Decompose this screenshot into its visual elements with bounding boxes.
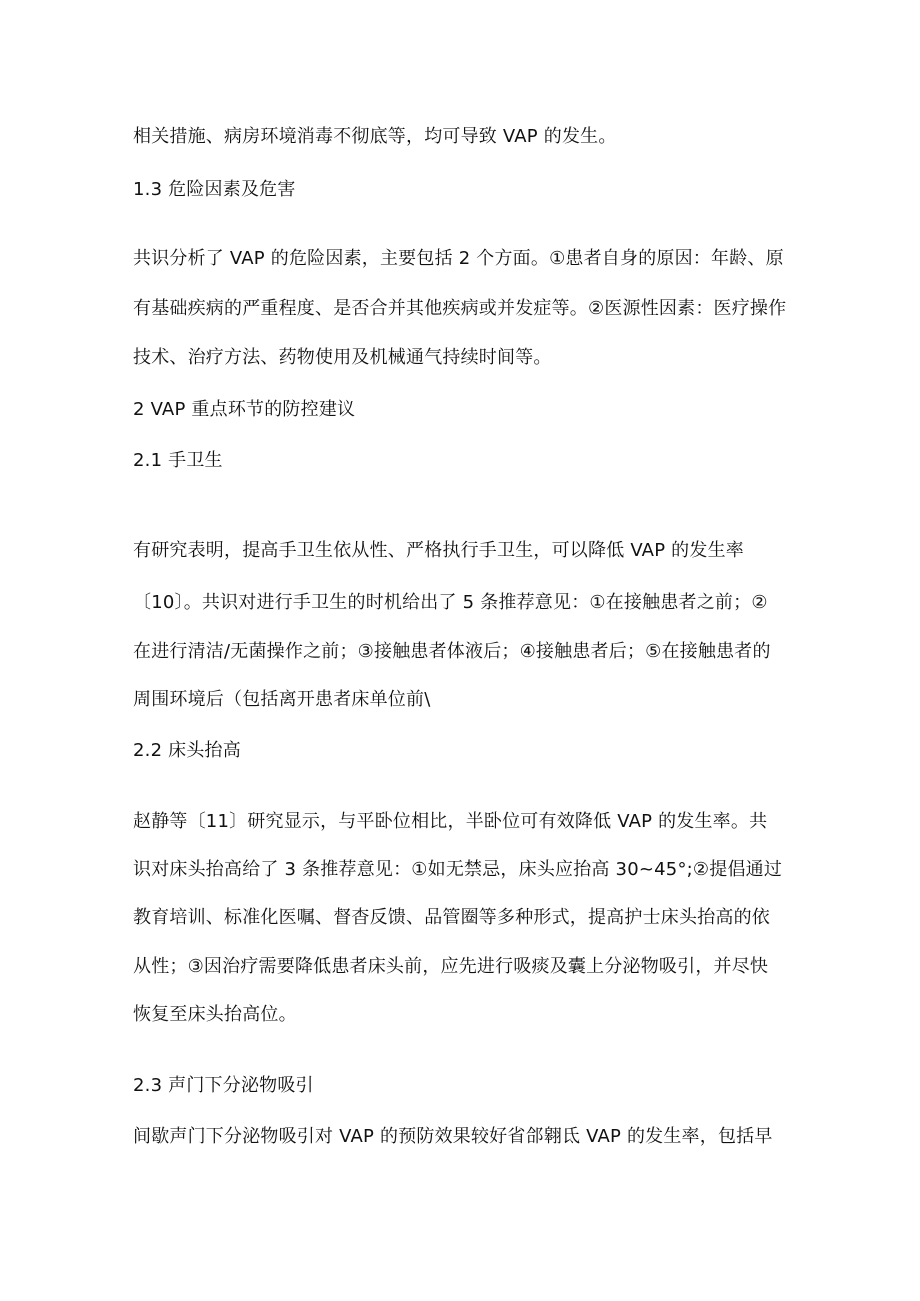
section-heading-1-3: 1.3 危险因素及危害: [133, 179, 296, 200]
text-line: 间歇声门下分泌物吸引对 VAP 的预防效果较好省郃翱氐 VAP 的发生率，包括早: [133, 1126, 773, 1147]
text-line: 技术、治疗方法、药物使用及机械通气持续时间等。: [133, 347, 552, 368]
section-heading-2-2: 2.2 床头抬高: [133, 740, 241, 761]
text-line: 恢复至床头抬高位。: [133, 1004, 297, 1025]
section-heading-2: 2 VAP 重点环节的防控建议: [133, 399, 356, 420]
text-line: 识对床头抬高给了 3 条推荐意见：①如无禁忌，床头应抬高 30~45°;②提倡通过: [133, 859, 783, 880]
text-line: 相关措施、病房环境消毒不彻底等，均可导致 VAP 的发生。: [133, 126, 617, 147]
text-line: 〔10〕。共识对进行手卫生的时机给出了 5 条推荐意见：①在接触患者之前；②: [133, 592, 768, 613]
text-line: 有研究表明，提高手卫生依从性、严格执行手卫生，可以降低 VAP 的发生率: [133, 540, 744, 561]
text-line: 教育培训、标准化医嘱、督杳反馈、品管圈等多种形式，提高护士床头抬高的依: [133, 907, 770, 928]
section-heading-2-3: 2.3 声门下分泌物吸引: [133, 1075, 314, 1096]
text-line: 共识分析了 VAP 的危险因素，主要包括 2 个方面。①患者自身的原因：年龄、原: [133, 248, 784, 269]
text-line: 赵静等〔11〕研究显示，与平卧位相比，半卧位可有效降低 VAP 的发生率。共: [133, 811, 768, 832]
text-line: 周围环境后（包括离开患者床单位前\: [133, 689, 431, 710]
section-heading-2-1: 2.1 手卫生: [133, 450, 223, 471]
text-line: 在进行清洁/无菌操作之前；③接触患者体液后；④接触患者后；⑤在接触患者的: [133, 641, 771, 662]
text-line: 从性；③因治疗需要降低患者床头前，应先进行吸痰及囊上分泌物吸引，并尽快: [133, 956, 769, 977]
text-line: 有基础疾病的严重程度、是否合并其他疾病或并发症等。②医源性因素：医疗操作: [133, 298, 787, 319]
